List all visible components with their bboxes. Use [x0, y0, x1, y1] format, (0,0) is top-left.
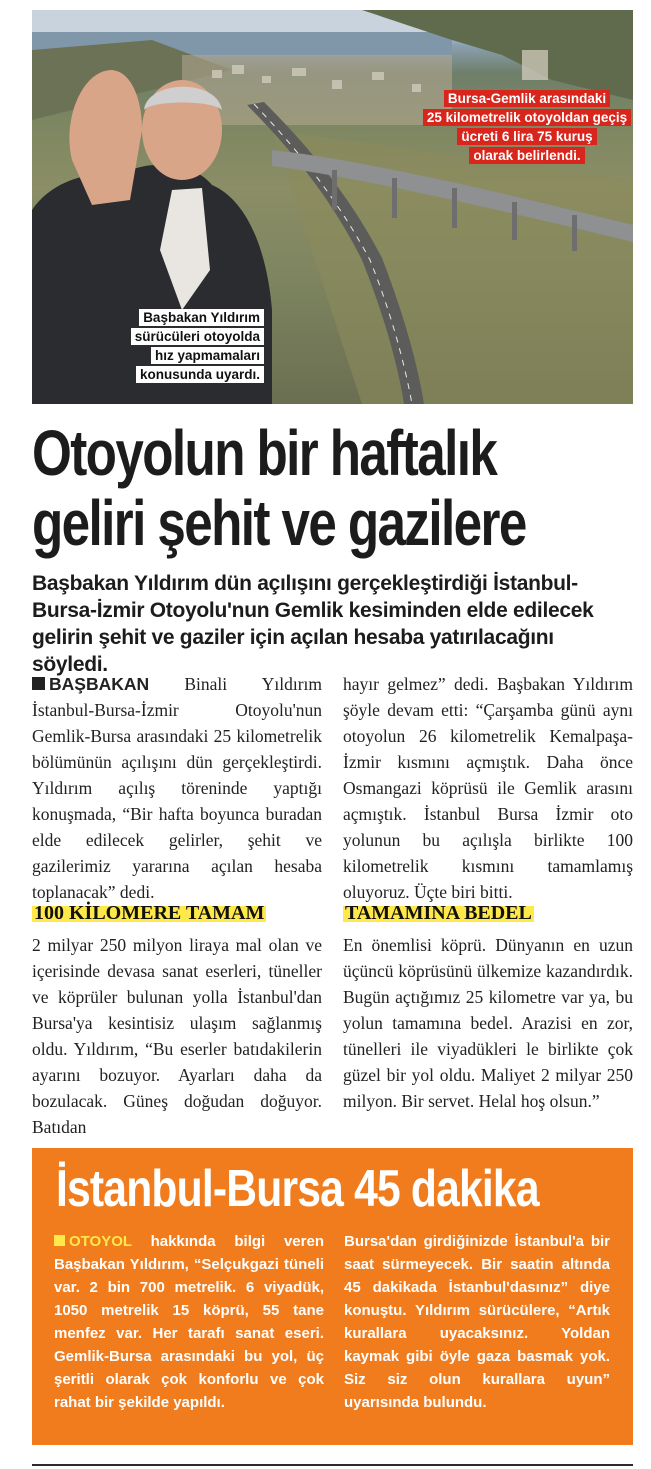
column-text: Binali Yıldırım İstanbul-Bursa-İzmir Otoyolu'nun Gemlik-Bursa arasındaki 25 kilometrelik bölümünün açılışını dün gerçekleştirdi. Yıldırım açılış töreninde yaptığı konuşmada, “Bir hafta boyunca buradan elde edilecek gelirler, şehit ve gazilerimiz yararına açılan hesaba toplanacak” dedi. [32, 674, 322, 902]
caption-line: konusunda uyardı. [136, 366, 264, 383]
headline-line: geliri şehit ve gazilere [32, 487, 526, 559]
page-divider [32, 1464, 633, 1466]
subheading-bedel [343, 898, 633, 928]
column-text: hayır gelmez” dedi. Başbakan Yıldırım şöyle devam etti: “Çarşamba günü aynı otoyolun 26 kilometrelik Kemalpaşa-İzmir kısmını açmıştık. Daha önce Osmangazi köprüsü ile Gemlik arasını açmıştık. İstanbul Bursa İzmir oto yolunun bu açılışla birlikte 100 kilometrelik kısmını tamamlamış oluyoruz. Üçte biri bitti. [343, 674, 633, 902]
article-column-4 [343, 932, 633, 1114]
caption-line: Başbakan Yıldırım [139, 309, 264, 326]
subheading-text: TAMAMINA BEDEL [345, 902, 532, 924]
sidebar-box-column-1 [54, 1230, 324, 1414]
caption-line: ücreti 6 lira 75 kuruş [457, 128, 596, 145]
column-text: En önemlisi köprü. Dünyanın en uzun üçüncü köprüsünü ülkemize kazandırdık. Bugün açtığımız 25 kilometre var ya, bu yolun tamamına bedel. Arazisi en zor, tünelleri ile viyadükleri le birlikte çok güzel bir yol oldu. Maliyet 2 milyar 250 milyon. Bir servet. Helal hoş olsun.” [343, 935, 633, 1111]
sidebar-box-title: İstanbul-Bursa 45 dakika [56, 1160, 539, 1218]
caption-line: sürücüleri otoyolda [131, 328, 264, 345]
column-text: 2 milyar 250 milyon liraya mal olan ve içerisinde devasa sanat eserleri, tüneller ve köprüler bulunan yolla İstanbul'dan Bursa'ya kesintisiz ulaşım sağlanmış oldu. Yıldırım, “Bu eserler batıdakilerin ayarını bozuyor. Ayarları daha da bozulacak. Güneş doğudan doğuyor. Batıdan [32, 935, 322, 1137]
photo-caption-toll [422, 89, 632, 165]
sidebar-box-column-2 [344, 1230, 610, 1414]
caption-line: olarak belirlendi. [469, 147, 584, 164]
column-text: hakkında bilgi veren Başbakan Yıldırım, “Selçukgazi tüneli var. 2 bin 700 metrelik. 6 viyadük, 1050 metrelik 15 köprü, 55 tane menfez var. Her tarafı sanat eseri. Gemlik-Bursa arasındaki bu yol, üç şeritli olarak çok konforlu ve çok rahat bir şekilde yapıldı. [54, 1233, 324, 1411]
sidebar-box [32, 1148, 633, 1445]
headline-line: Otoyolun bir haftalık [32, 417, 497, 489]
square-bullet-icon [54, 1235, 65, 1246]
article-column-2 [343, 671, 633, 905]
article-column-1 [32, 671, 322, 905]
article-column-3 [32, 932, 322, 1140]
photo-caption-pm [96, 308, 264, 384]
caption-line: 25 kilometrelik otoyoldan geçiş [423, 109, 631, 126]
subheading-100-km [32, 898, 322, 928]
lead-word: OTOYOL [69, 1233, 132, 1250]
square-bullet-icon [32, 677, 45, 690]
lead-word: BAŞBAKAN [49, 674, 150, 694]
caption-line: hız yapmamaları [151, 347, 264, 364]
column-text: Bursa'dan girdiğinizde İstanbul'a bir saat sürmeyecek. Bir saatin altında 45 dakikada İstanbul'dasınız” diye konuştu. Yıldırım sürücülere, “Artık kurallara uyacaksınız. Yoldan kaymak gibi öyle gaza basmak yok. Siz siz olun kurallara uyun” uyarısında bulundu. [344, 1233, 610, 1411]
article-headline [32, 418, 633, 558]
subheading-text: 100 KİLOMERE TAMAM [34, 902, 265, 924]
caption-line: Bursa-Gemlik arasındaki [444, 90, 610, 107]
news-photo [32, 10, 633, 404]
article-deck: Başbakan Yıldırım dün açılışını gerçekleştirdiği İstanbul-Bursa-İzmir Otoyolu'nun Gemlik kesiminden elde edilecek gelirin şehit ve gaziler için açılan hesaba yatırılacağını söyledi. [32, 572, 594, 676]
